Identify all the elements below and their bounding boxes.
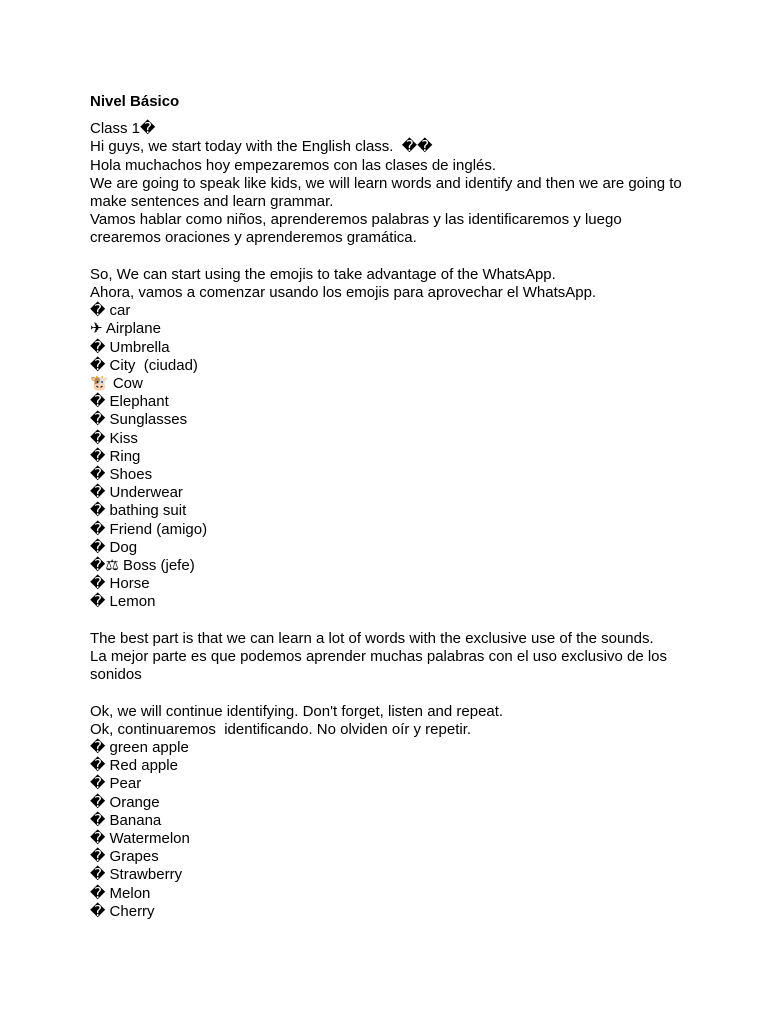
document-body xyxy=(90,93,690,921)
emoji-intro-section xyxy=(90,266,690,302)
list-item: � green apple xyxy=(90,739,189,757)
list-item: � Grapes xyxy=(90,848,159,866)
list-item: � Umbrella xyxy=(90,338,170,356)
vocabulary-list-2 xyxy=(90,739,690,921)
spacer xyxy=(90,248,690,266)
list-item: � bathing suit xyxy=(90,502,187,520)
list-item: � Banana xyxy=(90,811,162,829)
intro-paragraph: We are going to speak like kids, we will learn words and identify and then we are going to make sentences and learn grammar. xyxy=(90,174,682,211)
list-item: � Dog xyxy=(90,538,138,556)
list-item: � Friend (amigo) xyxy=(90,520,208,538)
spacer xyxy=(90,684,690,702)
list-item: 🐮 Cow xyxy=(90,375,143,393)
spacer xyxy=(90,612,690,630)
emoji-intro-line: Ahora, vamos a comenzar usando los emojis para aprovechar el WhatsApp. xyxy=(90,284,597,302)
continue-line: Ok, we will continue identifying. Don't forget, listen and repeat. xyxy=(90,702,504,720)
vocabulary-list-1 xyxy=(90,302,690,611)
list-item: � Ring xyxy=(90,447,141,465)
list-item: � Horse xyxy=(90,575,150,593)
list-item: � Sunglasses xyxy=(90,411,188,429)
list-item: � Kiss xyxy=(90,429,138,447)
list-item: � Elephant xyxy=(90,393,169,411)
continue-line: Ok, continuaremos identificando. No olviden oír y repetir. xyxy=(90,720,472,738)
list-item: � car xyxy=(90,302,131,320)
class-title: Class 1� xyxy=(90,120,156,138)
best-part-section xyxy=(90,630,690,685)
list-item: � Cherry xyxy=(90,902,155,920)
list-item: � Watermelon xyxy=(90,830,190,848)
list-item: � Pear xyxy=(90,775,142,793)
list-item: � Lemon xyxy=(90,593,156,611)
best-part-line: The best part is that we can learn a lot of words with the exclusive use of the sounds. xyxy=(90,629,654,647)
list-item: � Strawberry xyxy=(90,866,183,884)
list-item: � Underwear xyxy=(90,484,183,502)
intro-section xyxy=(90,120,690,247)
list-item: � Shoes xyxy=(90,466,153,484)
intro-paragraph: Vamos hablar como niños, aprenderemos palabras y las identificaremos y luego crearemos oraciones y aprenderemos gramática. xyxy=(90,211,622,247)
emoji-intro-line: So, We can start using the emojis to take advantage of the WhatsApp. xyxy=(90,265,556,283)
list-item: � City (ciudad) xyxy=(90,356,198,374)
list-item: ✈ Airplane xyxy=(90,320,161,338)
list-item: � Melon xyxy=(90,884,151,902)
continue-section xyxy=(90,703,690,739)
document-heading: Nivel Básico xyxy=(90,93,180,110)
list-item: � Red apple xyxy=(90,757,178,775)
intro-line: Hi guys, we start today with the English class. �� xyxy=(90,138,433,156)
list-item: �⚖ Boss (jefe) xyxy=(90,557,195,575)
best-part-line: La mejor parte es que podemos aprender muchas palabras con el uso exclusivo de los sonidos xyxy=(90,648,668,684)
list-item: � Orange xyxy=(90,793,160,811)
intro-line: Hola muchachos hoy empezaremos con las clases de inglés. xyxy=(90,156,497,174)
